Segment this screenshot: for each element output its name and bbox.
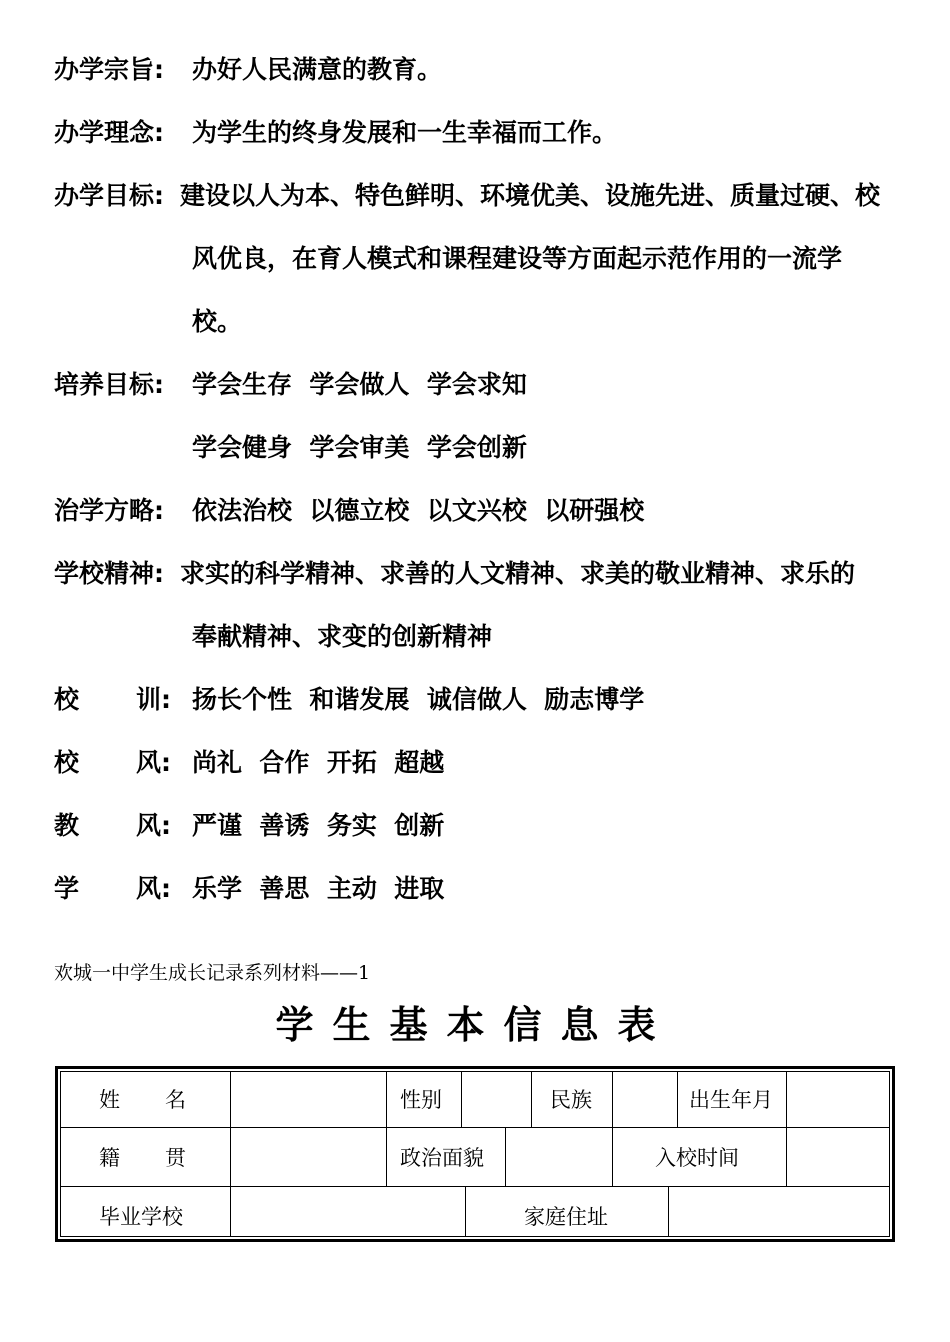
col-divider: [531, 1072, 532, 1127]
row-text: 学会生存 学会做人 学会求知: [192, 370, 527, 399]
input-graduated[interactable]: [231, 1189, 464, 1239]
row-text: 依法治校 以德立校 以文兴校 以研强校: [192, 496, 645, 525]
input-address[interactable]: [669, 1189, 887, 1239]
input-name[interactable]: [231, 1076, 385, 1124]
label-name-b: 名: [165, 1088, 186, 1112]
row-text: 乐学 善思 主动 进取: [192, 874, 445, 903]
label-enroll: 入校时间: [655, 1146, 739, 1170]
row-label: 办学目标:: [54, 181, 164, 210]
row-text: 建设以人为本、特色鲜明、环境优美、设施先进、质量过硬、校: [180, 181, 881, 210]
row-text: 求实的科学精神、求善的人文精神、求美的敬业精神、求乐的: [180, 559, 856, 588]
row-label-b: 风:: [136, 811, 171, 840]
row-label: 治学方略:: [54, 496, 164, 525]
row-text: 为学生的终身发展和一生幸福而工作。: [192, 118, 618, 147]
input-birth[interactable]: [787, 1076, 887, 1124]
row-label-a: 学: [54, 874, 80, 903]
row-label-a: 校: [54, 685, 80, 714]
label-graduated: 毕业学校: [99, 1205, 183, 1229]
row-text: 尚礼 合作 开拓 超越: [192, 748, 445, 777]
row-label: 学校精神:: [54, 559, 164, 588]
student-info-table: [55, 1066, 895, 1242]
row-text: 扬长个性 和谐发展 诚信做人 励志博学: [192, 685, 645, 714]
label-native-b: 贯: [165, 1146, 186, 1170]
series-label: 欢城一中学生成长记录系列材料——1: [54, 962, 371, 984]
col-divider: [612, 1127, 613, 1186]
row-label-b: 训:: [136, 685, 171, 714]
input-political[interactable]: [506, 1130, 611, 1182]
col-divider: [677, 1072, 678, 1127]
table-grid: [60, 1071, 890, 1237]
label-ethnicity: 民族: [550, 1088, 592, 1112]
label-gender: 性别: [400, 1088, 442, 1112]
input-gender[interactable]: [462, 1076, 530, 1124]
row-text: 严谨 善诱 务实 创新: [192, 811, 445, 840]
row-label: 培养目标:: [54, 370, 164, 399]
row-label-b: 风:: [136, 748, 171, 777]
row-text: 办好人民满意的教育。: [192, 55, 443, 84]
row-label: 办学宗旨:: [54, 55, 164, 84]
input-enroll[interactable]: [787, 1130, 887, 1182]
row-text: 风优良，在育人模式和课程建设等方面起示范作用的一流学: [192, 244, 843, 273]
row-label-a: 教: [54, 811, 80, 840]
row-label-b: 风:: [136, 874, 171, 903]
label-political: 政治面貌: [400, 1146, 484, 1170]
label-native-a: 籍: [99, 1146, 120, 1170]
col-divider: [465, 1186, 466, 1236]
col-divider: [386, 1072, 387, 1127]
row-text: 奉献精神、求变的创新精神: [192, 622, 493, 651]
label-address: 家庭住址: [524, 1205, 608, 1229]
row-label-a: 校: [54, 748, 80, 777]
label-birth: 出生年月: [689, 1088, 773, 1112]
row-divider: [61, 1127, 889, 1128]
row-text: 校。: [192, 307, 243, 336]
input-ethnicity[interactable]: [613, 1076, 676, 1124]
input-native-place[interactable]: [231, 1130, 385, 1182]
row-label: 办学理念:: [54, 118, 164, 147]
label-name-a: 姓: [99, 1088, 120, 1112]
form-title: 学生基本信息表: [275, 1002, 675, 1047]
row-divider: [61, 1186, 889, 1187]
col-divider: [386, 1127, 387, 1186]
row-text: 学会健身 学会审美 学会创新: [192, 433, 527, 462]
